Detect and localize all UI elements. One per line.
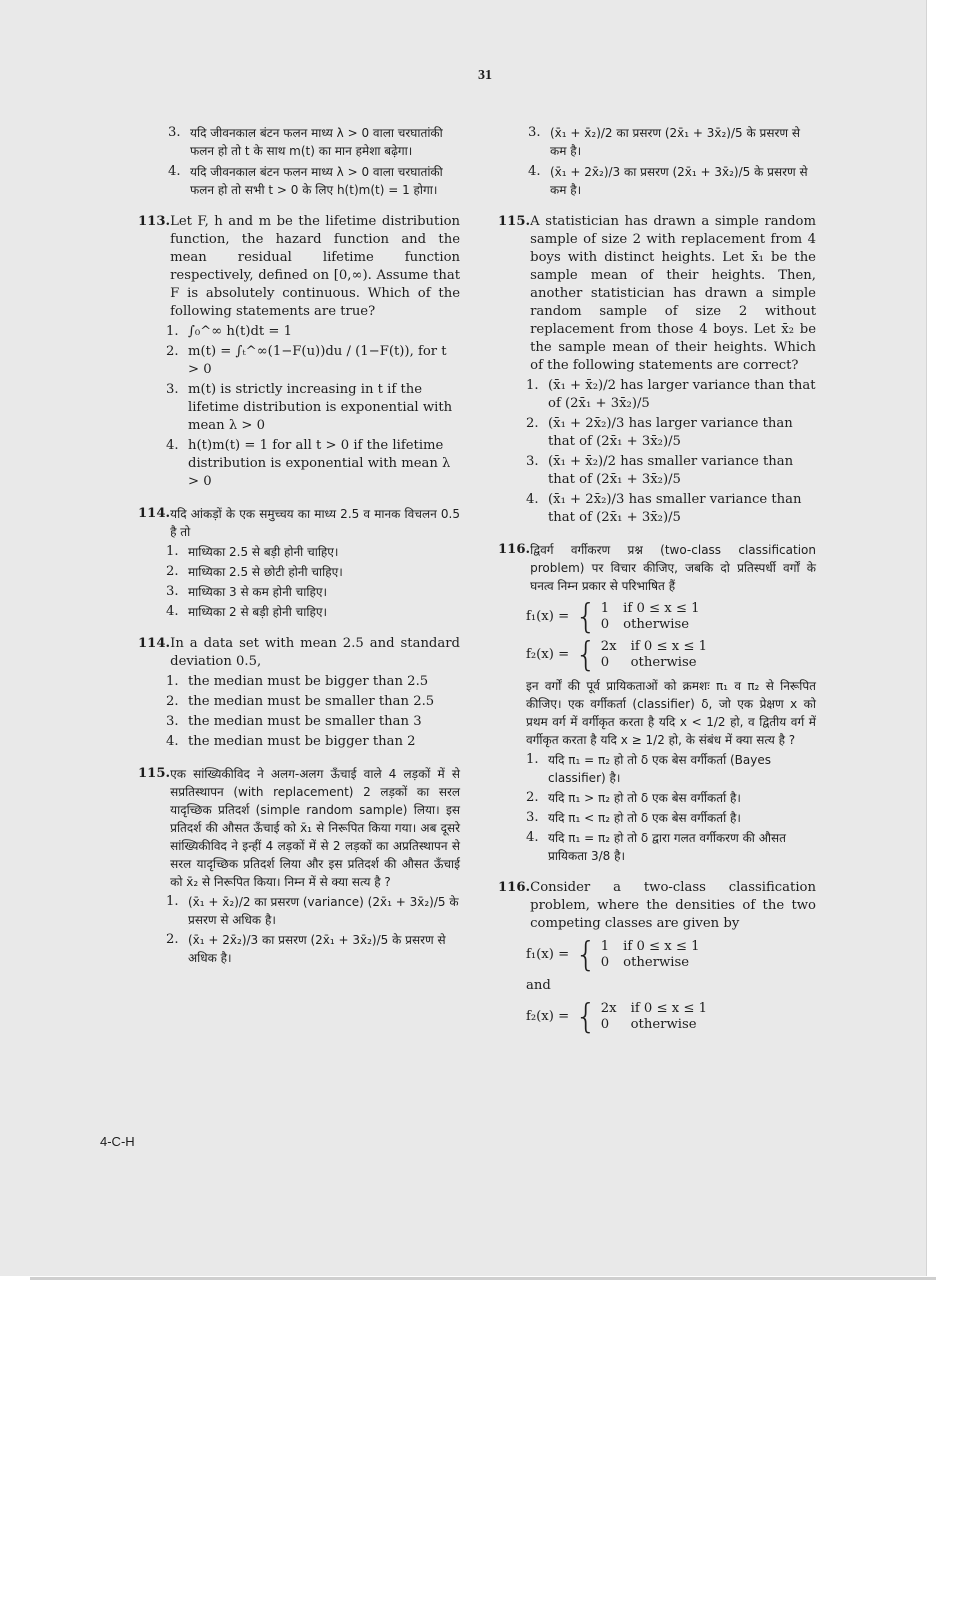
case-value: 0 xyxy=(600,1017,610,1032)
case-value: 1 xyxy=(600,601,610,616)
option-text: माध्यिका 3 से कम होनी चाहिए। xyxy=(188,585,328,599)
case-condition: otherwise xyxy=(623,955,690,970)
option-text: (x̄₁ + 2x̄₂)/3 का प्रसरण (2x̄₁ + 3x̄₂)/5 के प्रसरण से अधिक है। xyxy=(188,933,446,965)
option-number: 1. xyxy=(166,544,179,559)
option-number: 1. xyxy=(526,752,539,767)
left-brace: { xyxy=(575,597,597,637)
option-text: (x̄₁ + x̄₂)/2 का प्रसरण (variance) (2x̄₁ + 3x̄₂)/5 के प्रसरण से अधिक है। xyxy=(188,895,459,927)
option-text: the median must be smaller than 3 xyxy=(188,714,422,729)
question-text: यदि आंकड़ों के एक समुच्चय का माध्य 2.5 व मानक विचलन 0.5 है तो xyxy=(170,507,460,539)
option-number: 4. xyxy=(168,164,181,179)
option-number: 3. xyxy=(528,125,541,140)
option-number: 3. xyxy=(166,714,179,729)
option-number: 2. xyxy=(166,564,179,579)
case-value: 2x xyxy=(600,1001,617,1016)
question-number: 116. xyxy=(498,542,531,557)
option-text: the median must be bigger than 2.5 xyxy=(188,674,429,689)
option-item xyxy=(166,693,460,711)
option-item xyxy=(166,603,460,621)
case-value: 0 xyxy=(600,955,610,970)
footer-code: 4-C-H xyxy=(100,1134,135,1149)
option-item xyxy=(166,323,460,341)
question-115-english xyxy=(498,213,816,527)
option-number: 3. xyxy=(526,810,539,825)
option-item xyxy=(528,163,816,199)
options-list xyxy=(526,751,816,865)
piecewise-cases xyxy=(601,1001,707,1033)
option-number: 4. xyxy=(526,830,539,845)
case-value: 2x xyxy=(600,639,617,654)
option-number: 3. xyxy=(526,454,539,469)
case-condition: if 0 ≤ x ≤ 1 xyxy=(623,939,700,954)
question-text: In a data set with mean 2.5 and standard deviation 0.5, xyxy=(170,636,460,669)
option-item xyxy=(526,415,816,451)
continued-options-list xyxy=(528,124,816,199)
question-number: 115. xyxy=(138,766,171,781)
option-text: h(t)m(t) = 1 for all t > 0 if the lifetime distribution is exponential with mean λ > 0 xyxy=(188,438,451,489)
option-number: 3. xyxy=(166,584,179,599)
option-item xyxy=(166,381,460,435)
option-text: यदि π₁ < π₂ हो तो δ एक बेस वर्गीकर्ता है। xyxy=(548,811,741,825)
option-text: यदि π₁ = π₂ हो तो δ द्वारा गलत वर्गीकरण की औसत प्रायिकता 3/8 है। xyxy=(548,831,786,863)
case-condition: otherwise xyxy=(623,617,690,632)
option-text: (x̄₁ + 2x̄₂)/3 का प्रसरण (2x̄₁ + 3x̄₂)/5 के प्रसरण से कम है। xyxy=(550,165,808,197)
option-text: (x̄₁ + x̄₂)/2 का प्रसरण (2x̄₁ + 3x̄₂)/5 के प्रसरण से कम है। xyxy=(550,126,800,158)
question-text: Let F, h and m be the lifetime distribution function, the hazard function and the mean residual lifetime function respectively, defined on [0,∞). Assume that F is absolutely continuous. Which of the following statements are true? xyxy=(170,214,460,319)
question-number: 114. xyxy=(138,636,171,651)
option-number: 4. xyxy=(526,492,539,507)
question-116-hindi xyxy=(498,541,816,865)
option-text: यदि π₁ = π₂ हो तो δ एक बेस वर्गीकर्ता (Bayes classifier) है। xyxy=(548,753,771,785)
option-item xyxy=(166,563,460,581)
option-text: माध्यिका 2.5 से छोटी होनी चाहिए। xyxy=(188,565,343,579)
left-column xyxy=(138,124,460,981)
continued-options-list xyxy=(168,124,460,199)
option-text: ∫₀^∞ h(t)dt = 1 xyxy=(188,324,293,339)
options-list xyxy=(166,673,460,751)
option-text: माध्यिका 2.5 से बड़ी होनी चाहिए। xyxy=(188,545,339,559)
option-item xyxy=(526,491,816,527)
option-text: (x̄₁ + x̄₂)/2 has smaller variance than that of (2x̄₁ + 3x̄₂)/5 xyxy=(548,454,794,487)
option-number: 4. xyxy=(166,438,179,453)
option-item xyxy=(168,163,460,199)
option-item xyxy=(168,124,460,160)
option-text: यदि π₁ > π₂ हो तो δ एक बेस वर्गीकर्ता है। xyxy=(548,791,741,805)
option-number: 1. xyxy=(166,894,179,909)
question-114-english xyxy=(138,635,460,751)
case-condition: otherwise xyxy=(630,655,697,670)
option-item xyxy=(528,124,816,160)
option-item xyxy=(526,829,816,865)
question-number: 114. xyxy=(138,506,171,521)
option-item xyxy=(166,713,460,731)
page-number: 31 xyxy=(478,68,492,83)
question-text: एक सांख्यिकीविद ने अलग-अलग ऊँचाई वाले 4 लड़कों में से सप्रतिस्थापन (with replacement) 2 लड़कों का सरल यादृच्छिक प्रतिदर्श (simple random sample) लिया। इस प्रतिदर्श की औसत ऊँचाई को x̄₁ से निरूपित किया गया। अब दूसरे सांख्यिकीविद ने इन्हीं 4 लड़कों में से 2 लड़कों का अप्रतिस्थापन से सरल यादृच्छिक प्रतिदर्श लिया और इस प्रतिदर्श की औसत ऊँचाई को x̄₂ से निरूपित किया। निम्न में से क्या सत्य है ? xyxy=(170,767,460,889)
piecewise-cases xyxy=(601,639,707,671)
density-f1-formula xyxy=(526,935,816,975)
question-number: 113. xyxy=(138,214,171,229)
option-number: 3. xyxy=(166,382,179,397)
option-number: 2. xyxy=(526,416,539,431)
question-113-english xyxy=(138,213,460,491)
piecewise-cases xyxy=(601,601,700,633)
left-brace: { xyxy=(575,935,597,975)
option-item xyxy=(166,893,460,929)
formula-lhs: f₂(x) = xyxy=(526,1009,570,1024)
option-number: 2. xyxy=(526,790,539,805)
options-list xyxy=(166,323,460,491)
option-number: 1. xyxy=(526,378,539,393)
option-text: m(t) is strictly increasing in t if the lifetime distribution is exponential with mean λ > 0 xyxy=(188,382,453,433)
piecewise-cases xyxy=(601,939,700,971)
option-text: (x̄₁ + x̄₂)/2 has larger variance than that of (2x̄₁ + 3x̄₂)/5 xyxy=(548,378,816,411)
option-item xyxy=(166,931,460,967)
case-value: 0 xyxy=(600,617,610,632)
options-list xyxy=(526,377,816,527)
option-item xyxy=(166,543,460,561)
option-number: 2. xyxy=(166,344,179,359)
option-number: 2. xyxy=(166,932,179,947)
case-condition: if 0 ≤ x ≤ 1 xyxy=(623,601,700,616)
question-116-english xyxy=(498,879,816,1037)
option-number: 1. xyxy=(166,674,179,689)
option-item xyxy=(166,733,460,751)
case-condition: otherwise xyxy=(630,1017,697,1032)
conjunction-and: and xyxy=(526,978,551,993)
left-brace: { xyxy=(575,997,597,1037)
option-item xyxy=(526,809,816,827)
density-f2-formula xyxy=(526,635,816,675)
question-number: 116. xyxy=(498,880,531,895)
case-value: 1 xyxy=(600,939,610,954)
option-text: m(t) = ∫ₜ^∞(1−F(u))du / (1−F(t)), for t > 0 xyxy=(188,344,447,377)
option-text: यदि जीवनकाल बंटन फलन माध्य λ > 0 वाला चरघातांकी फलन हो तो t के साथ m(t) का मान हमेशा बढ़ेगा। xyxy=(190,126,443,158)
option-item xyxy=(526,751,816,787)
question-115-hindi xyxy=(138,765,460,967)
left-brace: { xyxy=(575,635,597,675)
formula-lhs: f₂(x) = xyxy=(526,647,570,662)
question-number: 115. xyxy=(498,214,531,229)
option-number: 3. xyxy=(168,125,181,140)
right-column xyxy=(498,124,816,1047)
option-item xyxy=(526,789,816,807)
density-f1-formula xyxy=(526,597,816,637)
question-text: A statistician has drawn a simple random sample of size 2 with replacement from 4 boys with distinct heights. Let x̄₁ be the sample mean of their heights. Then, another statistician has drawn a simple random sample of size 2 without replacement from those 4 boys. Let x̄₂ be the sample mean of their heights. Which of the following statements are correct? xyxy=(530,214,816,373)
option-number: 1. xyxy=(166,324,179,339)
question-text: Consider a two-class classification problem, where the densities of the two competing classes are given by xyxy=(530,880,816,931)
question-114-hindi xyxy=(138,505,460,621)
question-text-continued: इन वर्गों की पूर्व प्रायिकताओं को क्रमशः π₁ व π₂ से निरूपित कीजिए। एक वर्गीकर्ता (classifier) δ, जो एक प्रेक्षण x को प्रथम वर्ग में वर्गीकृत करता है यदि x < 1/2 हो, व द्वितीय वर्ग में वर्गीकृत करता है यदि x ≥ 1/2 हो, के संबंध में क्या सत्य है ? xyxy=(526,679,816,747)
question-text: द्विवर्ग वर्गीकरण प्रश्न (two-class classification problem) पर विचार कीजिए, जबकि दो प्रतिस्पर्धी वर्गों के घनत्व निम्न प्रकार से परिभाषित हैं xyxy=(530,543,816,593)
case-value: 0 xyxy=(600,655,610,670)
option-number: 4. xyxy=(166,604,179,619)
option-number: 2. xyxy=(166,694,179,709)
option-text: माध्यिका 2 से बड़ी होनी चाहिए। xyxy=(188,605,328,619)
option-item xyxy=(526,453,816,489)
option-text: (x̄₁ + 2x̄₂)/3 has smaller variance than that of (2x̄₁ + 3x̄₂)/5 xyxy=(548,492,802,525)
option-text: यदि जीवनकाल बंटन फलन माध्य λ > 0 वाला चरघातांकी फलन हो तो सभी t > 0 के लिए h(t)m(t) = 1 होगा। xyxy=(190,165,443,197)
density-f2-formula xyxy=(526,997,816,1037)
formula-lhs: f₁(x) = xyxy=(526,609,570,624)
option-number: 4. xyxy=(166,734,179,749)
option-text: the median must be smaller than 2.5 xyxy=(188,694,435,709)
option-item xyxy=(166,437,460,491)
options-list xyxy=(166,893,460,967)
case-condition: if 0 ≤ x ≤ 1 xyxy=(630,639,707,654)
option-item xyxy=(526,377,816,413)
option-item xyxy=(166,343,460,379)
case-condition: if 0 ≤ x ≤ 1 xyxy=(630,1001,707,1016)
formula-lhs: f₁(x) = xyxy=(526,947,570,962)
option-text: (x̄₁ + 2x̄₂)/3 has larger variance than that of (2x̄₁ + 3x̄₂)/5 xyxy=(548,416,793,449)
option-item xyxy=(166,583,460,601)
option-text: the median must be bigger than 2 xyxy=(188,734,416,749)
option-number: 4. xyxy=(528,164,541,179)
option-item xyxy=(166,673,460,691)
options-list xyxy=(166,543,460,621)
